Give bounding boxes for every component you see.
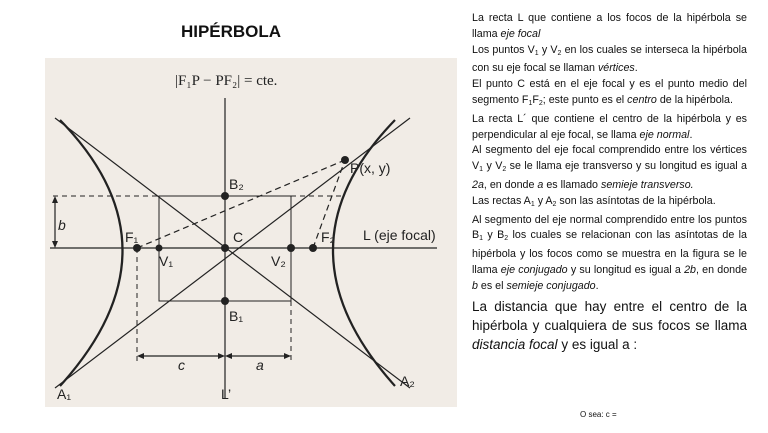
paragraph-centro: El punto C está en el eje focal y es el punto medio del segmento $F_1F_2$; este punto es el centro de la hipérbola.	[472, 78, 747, 107]
label-a2: A₂	[400, 373, 415, 389]
hyperbola-diagram	[45, 58, 457, 407]
focus-f1	[133, 244, 141, 252]
label-v1: V₁	[159, 253, 174, 269]
label-b: b	[58, 217, 66, 233]
label-v2: V₂	[271, 253, 286, 269]
paragraph-vertices: Los puntos $V_1$ y $V_2$ en los cuales se interseca la hipérbola con su eje focal se llaman vértices.	[472, 43, 747, 75]
focus-f2	[309, 244, 317, 252]
paragraph-eje-normal: La recta L´ que contiene el centro de la hipérbola y es perpendicular al eje focal, se llama eje normal.	[472, 112, 747, 141]
footer-note: O sea: c =	[580, 410, 617, 419]
page-title: HIPÉRBOLA	[180, 22, 282, 41]
point-b1	[221, 297, 229, 305]
label-c: C	[233, 229, 244, 245]
label-a1: A₁	[57, 386, 72, 402]
definitions-text	[472, 11, 747, 354]
formula: |F₁P − PF₂| = cte.	[175, 73, 278, 89]
label-b2: B₂	[229, 176, 244, 192]
center-c	[221, 244, 229, 252]
label-a-length: a	[256, 357, 264, 373]
paragraph-eje-transverso: Al segmento del eje focal comprendido entre los vértices $V_1$ y $V_2$ se le llama eje transverso y su longitud es igual a 2a, en donde a es llamado semieje transverso.	[472, 144, 747, 191]
paragraph-asintotas: Las rectas $A_1$ y $A_2$ son las asíntotas de la hipérbola.	[472, 194, 716, 208]
paragraph-eje-conjugado: Al segmento del eje normal comprendido entre los puntos $B_1$ y $B_2$ los cuales se relacionan con las asíntotas de la hipérbola y los focos como se muestra en la figura se le llama eje conjugado y su longitud es igual a 2b, en donde b es el semieje conjugado.	[472, 213, 748, 292]
label-f1: F₁	[125, 229, 139, 245]
label-f2: F₂	[321, 229, 335, 245]
left-branch	[60, 120, 123, 386]
label-b1: B₁	[229, 308, 244, 324]
point-p	[341, 156, 349, 164]
label-l-prime: L’	[221, 386, 232, 402]
label-focal-axis: L (eje focal)	[363, 227, 436, 243]
paragraph-eje-focal: La recta L que contiene a los focos de la hipérbola se llama eje focal	[472, 12, 747, 40]
label-c-length: c	[178, 357, 185, 373]
vertex-v2	[287, 244, 295, 252]
hyperbola-figure	[45, 58, 457, 407]
paragraph-distancia-focal: La distancia que hay entre el centro de la hipérbola y cualquiera de sus focos se llama distancia focal y es igual a :	[472, 298, 747, 352]
vertex-v1	[156, 245, 163, 252]
point-b2	[221, 192, 229, 200]
label-p: P(x, y)	[350, 160, 391, 176]
